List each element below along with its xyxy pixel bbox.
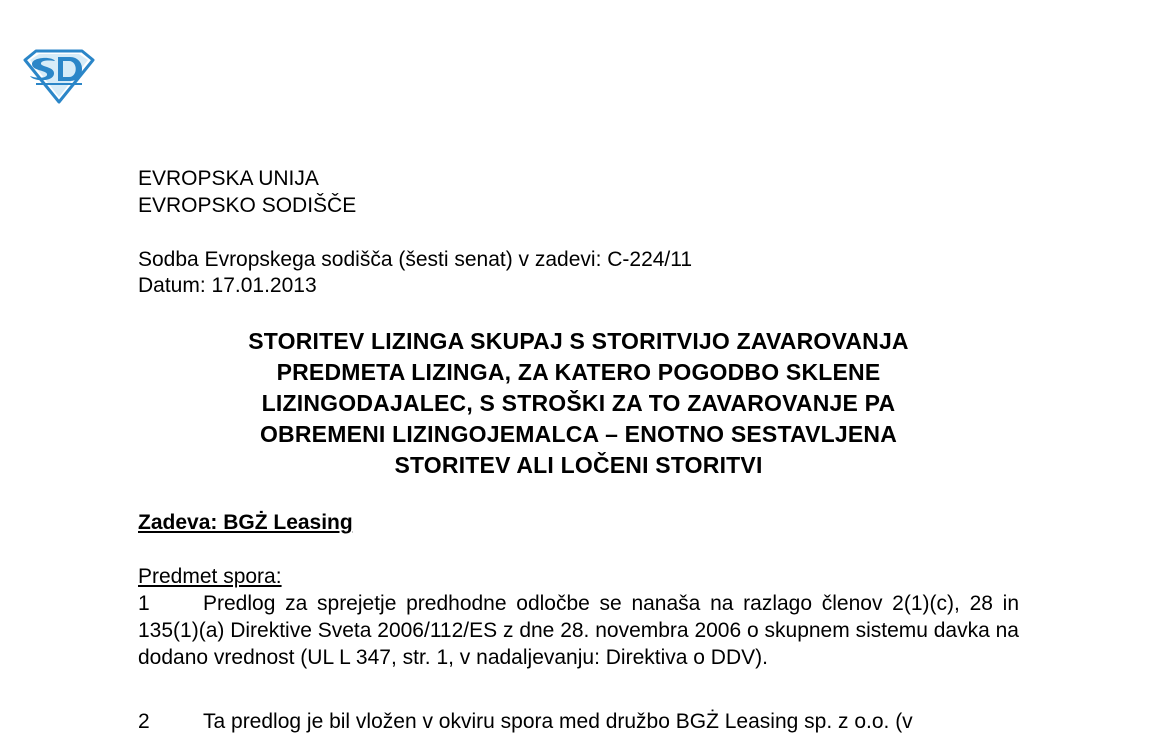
document-title bbox=[138, 326, 1019, 481]
case-subject: Zadeva: BGŻ Leasing bbox=[138, 511, 353, 534]
title-line: LIZINGODAJALEC, S STROŠKI ZA TO ZAVAROVANJE PA bbox=[261, 390, 896, 416]
paragraph-number: 1 bbox=[138, 592, 150, 615]
paragraph bbox=[138, 708, 1019, 735]
paragraph-number: 2 bbox=[138, 710, 150, 733]
case-date: Datum: 17.01.2013 bbox=[138, 274, 317, 297]
court-line-1: EVROPSKA UNIJA bbox=[138, 167, 319, 190]
case-judgment: Sodba Evropskega sodišča (šesti senat) v zadevi: C-224/11 bbox=[138, 248, 693, 271]
paragraph-text: Ta predlog je bil vložen v okviru spora med družbo BGŻ Leasing sp. z o.o. (v bbox=[203, 710, 913, 733]
title-line: STORITEV LIZINGA SKUPAJ S STORITVIJO ZAVAROVANJA bbox=[248, 328, 909, 354]
paragraph-text: Predlog za sprejetje predhodne odločbe se nanaša na razlago členov 2(1)(c), 28 in 135(1)(a) Direktive Sveta 2006/112/ES z dne 28. novembra 2006 o skupnem sistemu davka na dodano vrednost (UL L 347, str. 1, v nadaljevanju: Direktiva o DDV). bbox=[138, 592, 1019, 669]
title-line: PREDMETA LIZINGA, ZA KATERO POGODBO SKLENE bbox=[276, 359, 881, 385]
section-heading: Predmet spora: bbox=[138, 565, 282, 588]
court-line-2: EVROPSKO SODIŠČE bbox=[138, 194, 357, 217]
title-line: STORITEV ALI LOČENI STORITVI bbox=[394, 452, 763, 478]
title-line: OBREMENI LIZINGOJEMALCA – ENOTNO SESTAVLJENA bbox=[259, 421, 898, 447]
paragraph bbox=[138, 590, 1019, 671]
sd-shield-logo-icon bbox=[22, 48, 96, 104]
